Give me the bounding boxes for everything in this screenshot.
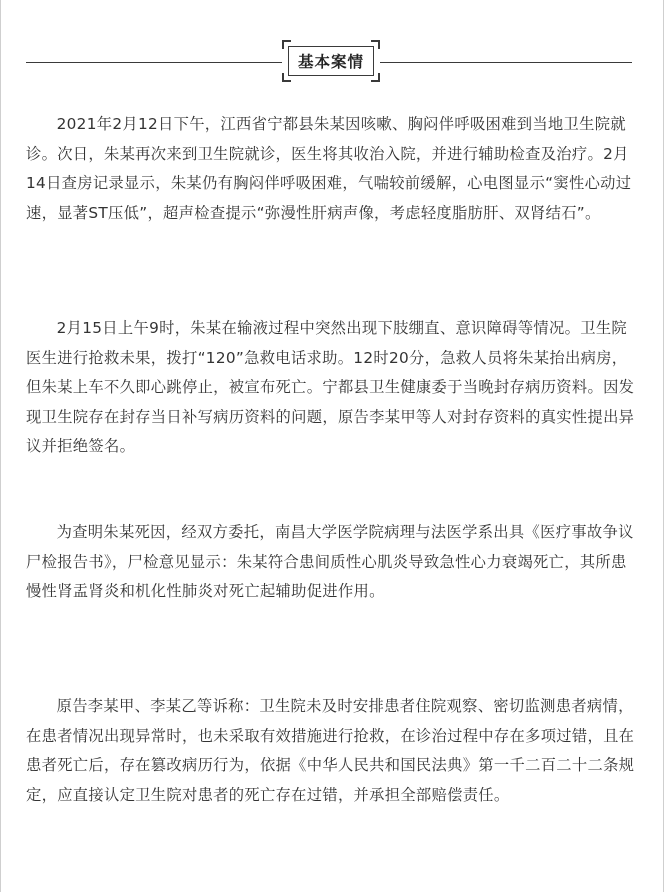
case-paragraph-3: 为查明朱某死因，经双方委托，南昌大学医学院病理与法医学系出具《医疗事故争议尸检报告书》，尸检意见显示：朱某符合患间质性心肌炎导致急性心力衰竭死亡，其所患慢性肾盂肾炎和机化性肺炎对死亡起辅助促进作用。 bbox=[26, 523, 634, 600]
case-paragraph-2: 2月15日上午9时，朱某在输液过程中突然出现下肢绷直、意识障碍等情况。卫生院医生进行抢救未果，拨打“120”急救电话求助。12时20分，急救人员将朱某抬出病房，但朱某上车不久即心跳停止，被宣布死亡。宁都县卫生健康委于当晚封存病历资料。因发现卫生院存在封存当日补写病历资料的问题，原告李某甲等人对封存资料的真实性提出异议并拒绝签名。 bbox=[26, 319, 635, 455]
section-title: 基本案情 bbox=[288, 46, 374, 76]
title-frame bbox=[282, 40, 380, 82]
section-header bbox=[0, 40, 666, 84]
case-paragraph-1: 2021年2月12日下午，江西省宁都县朱某因咳嗽、胸闷伴呼吸困难到当地卫生院就诊。次日，朱某再次来到卫生院就诊，医生将其收治入院，并进行辅助检查及治疗。2月14日查房记录显示，朱某仍有胸闷伴呼吸困难，气喘较前缓解，心电图显示“窦性心动过速，显著ST压低”，超声检查提示“弥漫性肝病声像，考虑轻度脂肪肝、双肾结石”。 bbox=[26, 115, 632, 222]
case-paragraph-4: 原告李某甲、李某乙等诉称：卫生院未及时安排患者住院观察、密切监测患者病情，在患者情况出现异常时，也未采取有效措施进行抢救，在诊治过程中存在多项过错，且在患者死亡后，存在篡改病历行为，依据《中华人民共和国民法典》第一千二百二十二条规定，应直接认定卫生院对患者的死亡存在过错，并承担全部赔偿责任。 bbox=[26, 697, 635, 804]
